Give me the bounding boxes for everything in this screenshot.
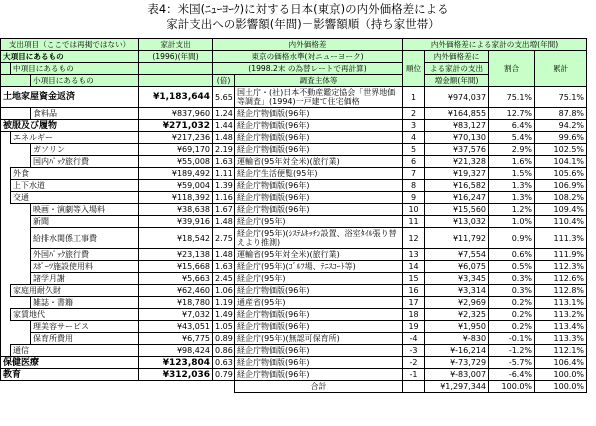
row-source: 経企庁(95年)(無認可保育所) (235, 333, 403, 345)
row-spend: ¥837,960 (139, 108, 213, 120)
row-rank: 10 (403, 204, 425, 216)
row-indent (1, 132, 11, 144)
row-ratio: 2.45 (213, 273, 235, 285)
row-indent (1, 261, 31, 273)
row-source: 経企庁(95年) (235, 216, 403, 228)
table-row (1, 357, 587, 369)
row-rank: 18 (403, 309, 425, 321)
row-source: 国土庁・(社)日本不動産鑑定協会「世界地価等調査」(1994)一戸建て住宅価格 (235, 87, 403, 108)
row-indent (1, 309, 11, 321)
row-indent (1, 321, 31, 333)
row-rank: 8 (403, 180, 425, 192)
row-item-name: 給排水関係工事費 (31, 228, 139, 249)
row-rank: -2 (403, 357, 425, 369)
total-label: 合計 (235, 381, 403, 393)
row-item-name: 外食 (11, 168, 139, 180)
row-rank: 16 (403, 285, 425, 297)
total-share: 100.0% (489, 381, 535, 393)
row-source: 経企庁物価版(96年) (235, 345, 403, 357)
header-effect-amt-2: よる家計の支出 (425, 63, 489, 75)
row-share: -5.7% (489, 357, 535, 369)
row-source: 経企庁物価版(96年) (235, 108, 403, 120)
row-share: 5.4% (489, 132, 535, 144)
row-amount: ¥83,127 (425, 120, 489, 132)
table-row (1, 144, 587, 156)
row-amount: ¥37,576 (425, 144, 489, 156)
row-rank: 9 (403, 192, 425, 204)
row-item-name: 家庭用耐久財 (11, 285, 139, 297)
row-cum: 99.6% (535, 132, 587, 144)
table-row (1, 261, 587, 273)
row-spend: ¥59,004 (139, 180, 213, 192)
row-rank: -1 (403, 369, 425, 381)
price-gap-table (0, 38, 587, 393)
row-cum: 113.1% (535, 297, 587, 309)
row-indent (1, 249, 31, 261)
row-indent (1, 228, 31, 249)
row-indent (1, 168, 11, 180)
row-rank: 12 (403, 228, 425, 249)
row-amount: ¥-83,007 (425, 369, 489, 381)
row-cum: 100.0% (535, 369, 587, 381)
row-share: 75.1% (489, 87, 535, 108)
row-amount: ¥21,328 (425, 156, 489, 168)
row-indent (1, 180, 11, 192)
row-cum: 112.6% (535, 273, 587, 285)
row-amount: ¥1,950 (425, 321, 489, 333)
total-cum: 100.0% (535, 381, 587, 393)
row-amount: ¥3,314 (425, 285, 489, 297)
row-ratio: 1.48 (213, 216, 235, 228)
row-ratio: 2.75 (213, 228, 235, 249)
row-amount: ¥11,792 (425, 228, 489, 249)
row-rank: 2 (403, 108, 425, 120)
row-indent (1, 216, 31, 228)
row-share: 0.5% (489, 261, 535, 273)
row-share: 6.4% (489, 120, 535, 132)
row-cum: 106.9% (535, 180, 587, 192)
row-share: 1.2% (489, 204, 535, 216)
row-cum: 75.1% (535, 87, 587, 108)
row-source: 経企庁物価版(96年) (235, 369, 403, 381)
row-spend: ¥1,183,644 (139, 87, 213, 108)
row-spend: ¥23,138 (139, 249, 213, 261)
header-effect-amt-1: 内外価格差に (425, 51, 489, 63)
row-share: -1.2% (489, 345, 535, 357)
row-rank: 14 (403, 261, 425, 273)
row-rank: 11 (403, 216, 425, 228)
header-mid: 中項目にあるもの (11, 63, 139, 75)
table-row (1, 168, 587, 180)
table-row (1, 273, 587, 285)
row-amount: ¥19,327 (425, 168, 489, 180)
row-cum: 111.9% (535, 249, 587, 261)
row-share: 0.2% (489, 321, 535, 333)
row-amount: ¥974,037 (425, 87, 489, 108)
row-cum: 113.4% (535, 321, 587, 333)
row-indent (1, 297, 31, 309)
row-ratio: 2.19 (213, 144, 235, 156)
table-row (1, 369, 587, 381)
row-indent (1, 156, 31, 168)
header-small: 小項目にあるもの (31, 75, 139, 87)
row-item-name: 保育所費用 (31, 333, 139, 345)
row-indent (1, 108, 31, 120)
row-amount: ¥164,855 (425, 108, 489, 120)
row-ratio: 1.48 (213, 249, 235, 261)
header-gap: 内外価格差 (213, 39, 403, 51)
row-source: 運輸省(95年対全米)(旅行業) (235, 156, 403, 168)
row-ratio: 0.63 (213, 357, 235, 369)
row-source: 経企庁(95年)(ｺﾞﾙﾌ場、ﾃﾆｽｺｰﾄ等) (235, 261, 403, 273)
row-cum: 87.8% (535, 108, 587, 120)
row-rank: 17 (403, 297, 425, 309)
row-item-name: 交通 (11, 192, 139, 204)
row-item-name: 保健医療 (1, 357, 139, 369)
row-amount: ¥15,560 (425, 204, 489, 216)
header-effect-amt-3: 増金額(年間) (425, 75, 489, 87)
header-gap-desc-2: (1998.2末 の為替レートで再計算) (213, 63, 403, 75)
row-share: -6.4% (489, 369, 535, 381)
table-row (1, 228, 587, 249)
table-row (1, 204, 587, 216)
row-spend: ¥7,032 (139, 309, 213, 321)
title-line-1: 表4：米国(ﾆｭｰﾖｰｸ)に対する日本(東京)の内外価格差による (147, 2, 449, 16)
row-ratio: 1.05 (213, 321, 235, 333)
row-source: 経企庁物価版(96年) (235, 309, 403, 321)
row-ratio: 0.86 (213, 345, 235, 357)
row-amount: ¥-830 (425, 333, 489, 345)
header-spend-2: (1996)(年間) (139, 51, 213, 63)
row-item-name: エネルギー (11, 132, 139, 144)
row-cum: 111.3% (535, 228, 587, 249)
row-source: 経企庁物価版(96年) (235, 321, 403, 333)
row-item-name: 外国ﾊﾟｯｸ旅行費 (31, 249, 139, 261)
row-share: 2.9% (489, 144, 535, 156)
row-indent (1, 333, 31, 345)
row-ratio: 1.48 (213, 132, 235, 144)
row-amount: ¥2,969 (425, 297, 489, 309)
table-row (1, 87, 587, 108)
row-spend: ¥69,170 (139, 144, 213, 156)
row-spend: ¥123,804 (139, 357, 213, 369)
row-cum: 108.2% (535, 192, 587, 204)
row-rank: 4 (403, 132, 425, 144)
table-row (1, 285, 587, 297)
row-source: 経企庁物価版(96年) (235, 204, 403, 216)
row-cum: 105.6% (535, 168, 587, 180)
row-spend: ¥312,036 (139, 369, 213, 381)
row-ratio: 0.79 (213, 369, 235, 381)
row-ratio: 1.24 (213, 108, 235, 120)
row-source: 経企庁(95年)(ｼｽﾃﾑｷｯﾁﾝ設置、浴室ﾀｲﾙ張り替えより推測) (235, 228, 403, 249)
row-rank: 1 (403, 87, 425, 108)
row-cum: 113.3% (535, 333, 587, 345)
row-spend: ¥189,492 (139, 168, 213, 180)
row-share: 1.0% (489, 216, 535, 228)
table-row (1, 321, 587, 333)
row-item-name: 教育 (1, 369, 139, 381)
row-item-name: 上下水道 (11, 180, 139, 192)
row-cum: 102.5% (535, 144, 587, 156)
total-rank (403, 381, 425, 393)
row-spend: ¥271,032 (139, 120, 213, 132)
row-share: 0.9% (489, 228, 535, 249)
row-cum: 112.3% (535, 261, 587, 273)
row-rank: 15 (403, 273, 425, 285)
row-indent (1, 144, 31, 156)
row-indent (1, 345, 11, 357)
row-share: 1.3% (489, 180, 535, 192)
row-item-name: 家賃地代 (11, 309, 139, 321)
row-rank: 19 (403, 321, 425, 333)
row-indent (1, 285, 11, 297)
row-share: 0.3% (489, 285, 535, 297)
table-row (1, 345, 587, 357)
header-row-2 (1, 51, 587, 63)
header-large: 大項目にあるもの (1, 51, 139, 63)
row-source: 経企庁物価版(96年) (235, 144, 403, 156)
row-source: 経企庁物価版(96年) (235, 192, 403, 204)
row-item-name: 食料品 (31, 108, 139, 120)
header-rank: 順位 (403, 51, 425, 87)
header-item: 支出項目（ここでは再掲ではない） (1, 39, 139, 51)
row-item-name: 被服及び履物 (1, 120, 139, 132)
row-cum: 94.2% (535, 120, 587, 132)
row-item-name: 映画・演劇等入場料 (31, 204, 139, 216)
row-ratio: 1.39 (213, 180, 235, 192)
table-title (0, 2, 596, 32)
row-amount: ¥2,325 (425, 309, 489, 321)
header-source: 調査主体等 (235, 75, 403, 87)
header-cum: 累計 (535, 51, 587, 87)
row-cum: 112.8% (535, 285, 587, 297)
row-spend: ¥18,542 (139, 228, 213, 249)
row-spend: ¥43,051 (139, 321, 213, 333)
row-ratio: 1.67 (213, 204, 235, 216)
row-share: 12.7% (489, 108, 535, 120)
row-source: 経企庁物価版(96年) (235, 120, 403, 132)
row-item-name: ガソリン (31, 144, 139, 156)
row-source: 通産省(95年) (235, 297, 403, 309)
row-share: 0.2% (489, 309, 535, 321)
row-ratio: 0.89 (213, 333, 235, 345)
row-item-name: 新聞 (31, 216, 139, 228)
table-row (1, 132, 587, 144)
row-amount: ¥3,345 (425, 273, 489, 285)
total-amount: ¥1,297,344 (425, 381, 489, 393)
row-item-name: 国内ﾊﾟｯｸ旅行費 (31, 156, 139, 168)
table-row (1, 333, 587, 345)
row-source: 経企庁生活便覧(95年) (235, 168, 403, 180)
row-rank: 7 (403, 168, 425, 180)
row-rank: 5 (403, 144, 425, 156)
row-source: 経企庁物価版(96年) (235, 357, 403, 369)
row-item-name: ｽﾎﾟｰﾂ施設使用料 (31, 261, 139, 273)
row-source: 経企庁物価版(96年) (235, 132, 403, 144)
row-spend: ¥38,638 (139, 204, 213, 216)
row-ratio: 1.06 (213, 285, 235, 297)
row-ratio: 1.16 (213, 192, 235, 204)
row-amount: ¥16,582 (425, 180, 489, 192)
table-row (1, 216, 587, 228)
row-spend: ¥118,392 (139, 192, 213, 204)
header-spend-1: 家計支出 (139, 39, 213, 51)
row-spend: ¥98,424 (139, 345, 213, 357)
row-ratio: 1.44 (213, 120, 235, 132)
row-share: 0.6% (489, 249, 535, 261)
row-indent (1, 192, 11, 204)
header-ratio-unit: (倍) (213, 75, 235, 87)
row-item-name: 土地家屋資金返済 (1, 87, 139, 108)
table-container (0, 38, 586, 393)
row-amount: ¥6,075 (425, 261, 489, 273)
row-spend: ¥39,916 (139, 216, 213, 228)
row-ratio: 1.49 (213, 309, 235, 321)
row-cum: 109.4% (535, 204, 587, 216)
row-indent (1, 204, 31, 216)
table-row (1, 180, 587, 192)
row-share: 0.3% (489, 273, 535, 285)
table-row (1, 309, 587, 321)
header-row-1 (1, 39, 587, 51)
row-item-name: 雑誌・書籍 (31, 297, 139, 309)
table-row (1, 249, 587, 261)
table-row (1, 297, 587, 309)
row-spend: ¥62,460 (139, 285, 213, 297)
row-ratio: 1.63 (213, 156, 235, 168)
row-item-name: 通信 (11, 345, 139, 357)
row-indent (1, 273, 31, 285)
table-row (1, 120, 587, 132)
row-source: 経企庁物価版(96年) (235, 180, 403, 192)
row-amount: ¥13,032 (425, 216, 489, 228)
row-spend: ¥18,780 (139, 297, 213, 309)
total-blank (1, 381, 235, 393)
row-item-name: 諸学月謝 (31, 273, 139, 285)
row-cum: 106.4% (535, 357, 587, 369)
row-share: 1.3% (489, 192, 535, 204)
row-ratio: 1.63 (213, 261, 235, 273)
row-cum: 104.1% (535, 156, 587, 168)
row-spend: ¥6,775 (139, 333, 213, 345)
row-rank: -4 (403, 333, 425, 345)
total-row (1, 381, 587, 393)
row-item-name: 理美容サービス (31, 321, 139, 333)
row-share: 1.5% (489, 168, 535, 180)
row-amount: ¥7,554 (425, 249, 489, 261)
table-row (1, 156, 587, 168)
row-spend: ¥5,663 (139, 273, 213, 285)
row-cum: 112.1% (535, 345, 587, 357)
row-source: 経企庁(95年) (235, 273, 403, 285)
row-cum: 113.2% (535, 309, 587, 321)
row-spend: ¥55,008 (139, 156, 213, 168)
row-source: 経企庁物価版(96年) (235, 285, 403, 297)
row-amount: ¥16,247 (425, 192, 489, 204)
table-row (1, 192, 587, 204)
row-share: -0.1% (489, 333, 535, 345)
header-gap-desc-1: 東京の価格水準(対ニューヨーク) (213, 51, 403, 63)
row-rank: 6 (403, 156, 425, 168)
row-rank: 13 (403, 249, 425, 261)
row-ratio: 1.19 (213, 297, 235, 309)
row-share: 0.2% (489, 297, 535, 309)
row-spend: ¥217,236 (139, 132, 213, 144)
title-line-2: 家計支出への影響額(年間)－影響額順（持ち家世帯） (166, 17, 440, 31)
row-cum: 110.4% (535, 216, 587, 228)
row-source: 運輸省(95年対全米)(旅行業) (235, 249, 403, 261)
table-row (1, 108, 587, 120)
row-rank: -3 (403, 345, 425, 357)
header-effect: 内外価格差による家計の支出増(年間) (403, 39, 587, 51)
header-share: 割合 (489, 51, 535, 87)
row-amount: ¥-73,729 (425, 357, 489, 369)
row-amount: ¥-16,214 (425, 345, 489, 357)
row-amount: ¥70,130 (425, 132, 489, 144)
row-share: 1.6% (489, 156, 535, 168)
row-rank: 3 (403, 120, 425, 132)
row-ratio: 1.11 (213, 168, 235, 180)
row-spend: ¥15,668 (139, 261, 213, 273)
row-ratio: 5.65 (213, 87, 235, 108)
